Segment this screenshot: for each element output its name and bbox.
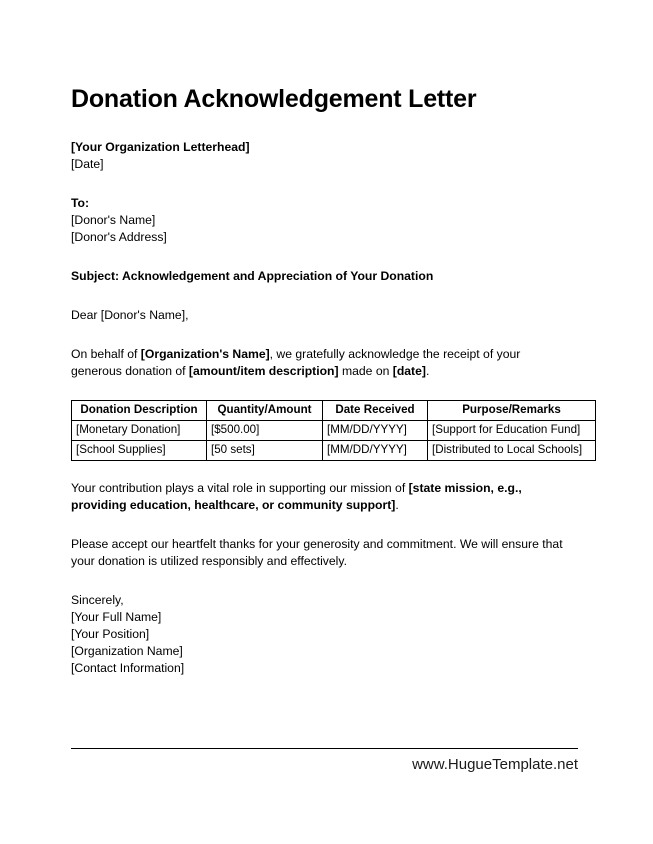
para1-date-placeholder: [date]	[392, 363, 426, 378]
footer-divider	[71, 748, 578, 749]
table-header-row	[72, 400, 596, 420]
donor-name: [Donor's Name]	[71, 212, 156, 227]
footer-website-url: www.HugueTemplate.net	[412, 756, 578, 773]
paragraph-mission	[71, 480, 567, 514]
donation-table	[71, 400, 596, 461]
table-cell-description: [Monetary Donation]	[72, 420, 207, 440]
table-cell-description: [School Supplies]	[72, 440, 207, 460]
closing-line: Sincerely,	[71, 592, 124, 607]
table-cell-purpose: [Distributed to Local Schools]	[428, 440, 596, 460]
para1-part4: .	[425, 363, 430, 378]
letterhead-line: [Your Organization Letterhead]	[71, 139, 250, 154]
date-line: [Date]	[71, 156, 104, 171]
table-cell-date: [MM/DD/YYYY]	[323, 440, 428, 460]
recipient-block	[71, 195, 567, 246]
page-title: Donation Acknowledgement Letter	[71, 85, 477, 113]
donor-address: [Donor's Address]	[71, 229, 167, 244]
table-row	[72, 440, 596, 460]
table-cell-date: [MM/DD/YYYY]	[323, 420, 428, 440]
para1-amount-placeholder: [amount/item description]	[188, 363, 339, 378]
signer-position: [Your Position]	[71, 626, 150, 641]
table-cell-quantity: [50 sets]	[207, 440, 323, 460]
greeting-line: Dear [Donor's Name],	[71, 307, 189, 322]
table-header-quantity-amount: Quantity/Amount	[207, 400, 323, 420]
signer-contact: [Contact Information]	[71, 660, 185, 675]
para1-organization-placeholder: [Organization's Name]	[140, 346, 270, 361]
table-header-donation-description: Donation Description	[72, 400, 207, 420]
table-cell-quantity: [$500.00]	[207, 420, 323, 440]
table-header-date-received: Date Received	[323, 400, 428, 420]
para2-mission-placeholder: [state mission, e.g., providing education, healthcare, or community support]	[71, 480, 522, 512]
subject-line: Subject: Acknowledgement and Appreciation of Your Donation	[71, 268, 434, 283]
paragraph-donation-receipt	[71, 346, 567, 380]
table-row	[72, 420, 596, 440]
signer-full-name: [Your Full Name]	[71, 609, 162, 624]
para1-part2: , we gratefully acknowledge the receipt of your generous donation of	[71, 346, 521, 378]
letterhead-block	[71, 139, 567, 173]
signature-block	[71, 592, 567, 677]
para1-part1: On behalf of	[71, 346, 141, 361]
table-header-purpose-remarks: Purpose/Remarks	[428, 400, 596, 420]
paragraph-thanks: Please accept our heartfelt thanks for your generosity and commitment. We will ensure that your donation is utilized responsibly and effectively.	[71, 536, 563, 568]
para2-part2: .	[395, 497, 399, 512]
para1-part3: made on	[338, 363, 393, 378]
to-label: To:	[71, 195, 90, 210]
para2-part1: Your contribution plays a vital role in supporting our mission of	[71, 480, 409, 495]
signer-organization: [Organization Name]	[71, 643, 183, 658]
document-content	[71, 0, 583, 677]
table-cell-purpose: [Support for Education Fund]	[428, 420, 596, 440]
